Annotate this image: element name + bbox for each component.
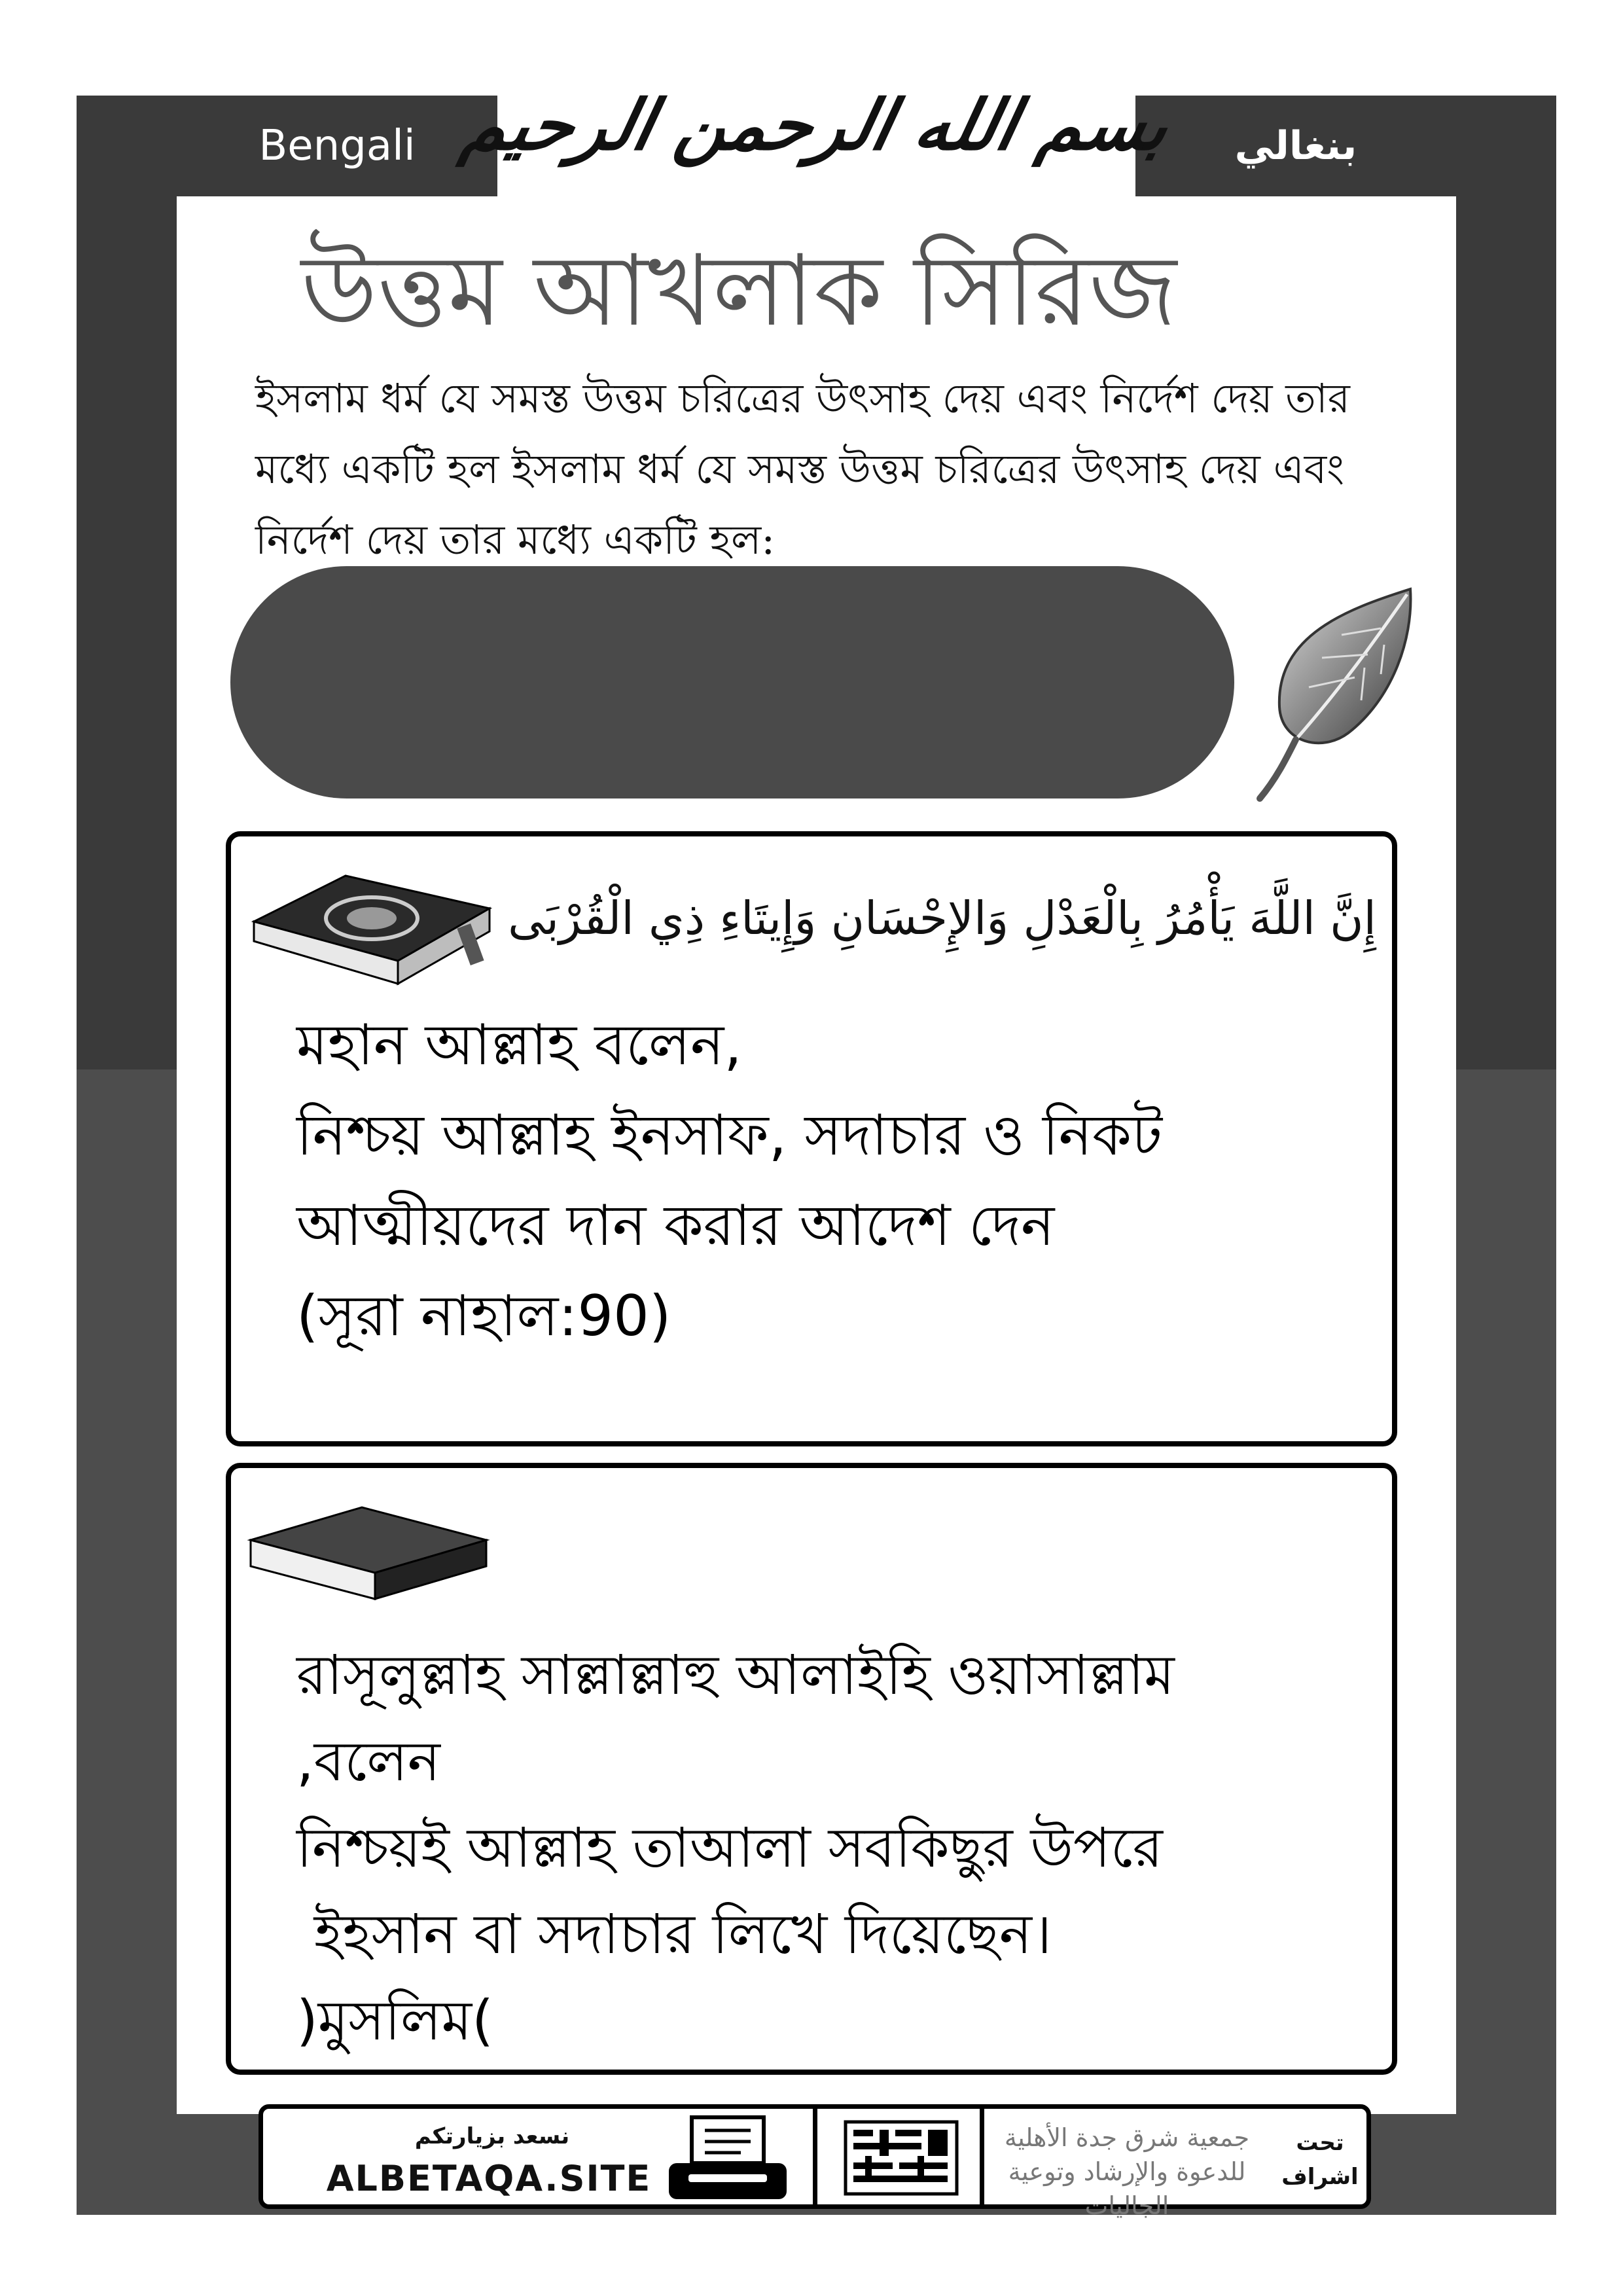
association-logo-text <box>993 2121 1261 2223</box>
basmala-calligraphy <box>455 39 1177 209</box>
leaf-icon <box>1250 583 1420 805</box>
footer-welcome-text: نسعد بزيارتكم <box>414 2123 570 2149</box>
footer-bar <box>259 2104 1371 2220</box>
association-tagline: للدعوة والإرشاد وتوعية الجاليات <box>1008 2157 1246 2220</box>
hadith-line: রাসূলুল্লাহ সাল্লাল্লাহু আলাইহি ওয়াসাল্লাম <box>296 1643 1175 1707</box>
footer-divider <box>980 2109 984 2204</box>
quran-line: মহান আল্লাহ বলেন, <box>296 1013 742 1078</box>
hadith-line: নিশ্চয়ই আল্লাহ তাআলা সবকিছুর উপরে <box>296 1816 1163 1880</box>
quran-reference: (সূরা নাহাল:90) <box>296 1283 671 1349</box>
hadith-line: ,বলেন <box>296 1729 440 1793</box>
association-name: جمعية شرق جدة الأهلية <box>1004 2123 1250 2152</box>
printer-icon <box>662 2114 793 2206</box>
topic-banner <box>230 566 1234 798</box>
supervision-line: تحت <box>1296 2130 1344 2156</box>
hadith-box <box>226 1463 1397 2075</box>
footer-divider <box>813 2109 817 2204</box>
hadith-reference: )মুসলিম( <box>296 1988 493 2053</box>
quran-translation <box>296 1000 1162 1361</box>
footer-site-link[interactable]: ALBETAQA.SITE <box>326 2158 652 2199</box>
language-label-english: Bengali <box>177 96 497 196</box>
quran-verse-box <box>226 831 1397 1446</box>
quran-line: আত্মীয়দের দান করার আদেশ দেন <box>296 1193 1055 1259</box>
closed-book-icon <box>244 1494 493 1612</box>
basmala-text: بسم الله الرحمن الرحيم <box>455 83 1177 166</box>
quran-line: নিশ্চয় আল্লাহ ইনসাফ, সদাচার ও নিকট <box>296 1103 1162 1168</box>
language-label-arabic: بنغالي <box>1135 96 1456 196</box>
quran-book-icon <box>247 863 496 1000</box>
page-title: উত্তম আখলাক সিরিজ <box>301 234 1177 348</box>
intro-paragraph: ইসলাম ধর্ম যে সমস্ত উত্তম চরিত্রের উৎসাহ দেয় এবং নির্দেশ দেয় তার মধ্যে একটি হল ইসলাম ধর্ম যে সমস্ত উত্তম চরিত্রের উৎসাহ দেয় এবং নির্দেশ দেয় তার মধ্যে একটি হল: <box>255 374 1350 564</box>
quran-verse-arabic: إِنَّ اللَّهَ يَأْمُرُ بِالْعَدْلِ وَالإِحْسَانِ وَإِيتَاءِ ذِي الْقُرْبَى <box>508 891 1376 945</box>
dawa-logo <box>839 2117 963 2198</box>
hadith-text <box>296 1632 1175 2064</box>
supervision-label <box>1274 2126 1366 2194</box>
hadith-line: ইহসান বা সদাচার লিখে দিয়েছেন। <box>296 1902 1052 1966</box>
supervision-line: اشراف <box>1281 2164 1359 2190</box>
